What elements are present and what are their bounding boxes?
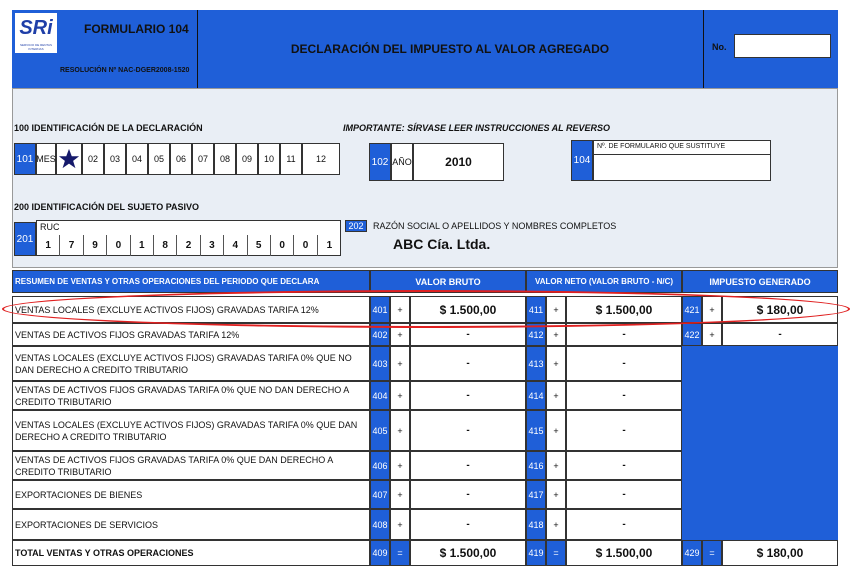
month-12[interactable]: 12 <box>302 143 340 175</box>
field-code: 418 <box>526 509 546 540</box>
field-value[interactable]: - <box>566 451 682 480</box>
row-label: VENTAS LOCALES (EXCLUYE ACTIVOS FIJOS) GRAVADAS TARIFA 0% QUE DAN DERECHO A CREDITO TRIBUTARIO <box>12 410 370 451</box>
code-101: 101 <box>14 143 36 175</box>
mes-label: MES <box>36 143 56 175</box>
field-value[interactable]: $ 1.500,00 <box>410 296 526 323</box>
sec200-title: 200 IDENTIFICACIÓN DEL SUJETO PASIVO <box>14 202 200 212</box>
field-sign: + <box>546 323 566 346</box>
sri-logo <box>14 12 58 54</box>
field-sign: + <box>702 296 722 323</box>
sri-logo-subtext: SERVICIO DE RENTAS INTERNAS <box>19 43 53 51</box>
field-sign: + <box>546 346 566 381</box>
field-value[interactable]: - <box>410 509 526 540</box>
field-code: 429 <box>682 540 702 566</box>
no-label: No. <box>712 42 727 52</box>
field-sign: + <box>546 509 566 540</box>
row-label: VENTAS LOCALES (EXCLUYE ACTIVOS FIJOS) GRAVADAS TARIFA 0% QUE NO DAN DERECHO A CREDITO TRIBUTARIO <box>12 346 370 381</box>
table-head-label: RESUMEN DE VENTAS Y OTRAS OPERACIONES DEL PERIODO QUE DECLARA <box>12 270 370 293</box>
field-sign: + <box>702 323 722 346</box>
month-02[interactable]: 02 <box>82 143 104 175</box>
header-divider-2 <box>703 10 704 88</box>
razon-value[interactable]: ABC Cía. Ltda. <box>393 236 491 252</box>
field-sign: + <box>390 381 410 410</box>
sustituye-label: Nº. DE FORMULARIO QUE SUSTITUYE <box>594 141 770 155</box>
month-03[interactable]: 03 <box>104 143 126 175</box>
resolution-text: RESOLUCIÓN Nº NAC-DGER2008-1520 <box>60 67 190 74</box>
highlight-oval <box>2 290 850 328</box>
row-label: EXPORTACIONES DE BIENES <box>12 480 370 509</box>
col-valor-bruto: VALOR BRUTO <box>370 270 526 293</box>
field-code: 416 <box>526 451 546 480</box>
ruc-digits <box>37 235 341 256</box>
field-value[interactable]: - <box>410 410 526 451</box>
field-sign: + <box>546 480 566 509</box>
field-sign: + <box>546 451 566 480</box>
field-sign: + <box>390 451 410 480</box>
star-icon <box>58 148 80 170</box>
ruc-digit: 7 <box>60 235 83 256</box>
col-valor-neto: VALOR NETO (VALOR BRUTO - N/C) <box>526 270 682 293</box>
sustituye-box[interactable] <box>593 140 771 181</box>
field-value[interactable]: - <box>410 346 526 381</box>
ruc-box[interactable] <box>36 220 341 256</box>
field-sign: + <box>546 381 566 410</box>
row-label: EXPORTACIONES DE SERVICIOS <box>12 509 370 540</box>
ruc-digit: 5 <box>248 235 271 256</box>
field-sign: + <box>390 323 410 346</box>
field-code: 411 <box>526 296 546 323</box>
field-value[interactable]: - <box>566 480 682 509</box>
code-102: 102 <box>369 143 391 181</box>
anio-label: AÑO <box>391 143 413 181</box>
field-code: 422 <box>682 323 702 346</box>
ruc-digit: 1 <box>326 240 333 251</box>
ruc-digit: 3 <box>201 235 224 256</box>
ruc-digit: 2 <box>177 235 200 256</box>
field-code: 406 <box>370 451 390 480</box>
field-code: 419 <box>526 540 546 566</box>
field-value[interactable]: $ 180,00 <box>722 540 838 566</box>
sec100-title: 100 IDENTIFICACIÓN DE LA DECLARACIÓN <box>14 123 203 133</box>
field-sign: = <box>390 540 410 566</box>
field-value[interactable]: - <box>722 323 838 346</box>
row-label: TOTAL VENTAS Y OTRAS OPERACIONES <box>12 540 370 566</box>
month-options <box>82 143 340 175</box>
code-201: 201 <box>14 222 36 256</box>
field-sign: + <box>390 480 410 509</box>
anio-value[interactable]: 2010 <box>413 143 504 181</box>
ruc-digit: 9 <box>84 235 107 256</box>
razon-label: RAZÓN SOCIAL O APELLIDOS Y NOMBRES COMPLETOS <box>373 221 617 231</box>
field-code: 403 <box>370 346 390 381</box>
field-sign: + <box>390 346 410 381</box>
ruc-digit: 4 <box>224 235 247 256</box>
sri-logo-text: SRi <box>19 17 53 39</box>
field-code: 408 <box>370 509 390 540</box>
month-11[interactable]: 11 <box>280 143 302 175</box>
field-value[interactable]: $ 180,00 <box>722 296 838 323</box>
ruc-label: RUC <box>40 222 60 232</box>
month-06[interactable]: 06 <box>170 143 192 175</box>
row-label: VENTAS DE ACTIVOS FIJOS GRAVADAS TARIFA 0% QUE DAN DERECHO A CREDITO TRIBUTARIO <box>12 451 370 480</box>
field-sign: + <box>546 296 566 323</box>
field-code: 402 <box>370 323 390 346</box>
field-value[interactable]: - <box>566 509 682 540</box>
field-code: 417 <box>526 480 546 509</box>
ruc-digit: 0 <box>271 235 294 256</box>
month-04[interactable]: 04 <box>126 143 148 175</box>
row-label: VENTAS DE ACTIVOS FIJOS GRAVADAS TARIFA 0% QUE NO DAN DERECHO A CREDITO TRIBUTARIO <box>12 381 370 410</box>
field-value[interactable]: - <box>566 410 682 451</box>
field-code: 405 <box>370 410 390 451</box>
field-code: 414 <box>526 381 546 410</box>
field-sign: = <box>546 540 566 566</box>
field-value[interactable]: $ 1.500,00 <box>566 296 682 323</box>
field-code: 413 <box>526 346 546 381</box>
row-label: VENTAS DE ACTIVOS FIJOS GRAVADAS TARIFA 12% <box>12 323 370 346</box>
field-sign: + <box>390 509 410 540</box>
ruc-digit: 0 <box>294 235 317 256</box>
month-07[interactable]: 07 <box>192 143 214 175</box>
header-divider-1 <box>197 10 198 88</box>
month-10[interactable]: 10 <box>258 143 280 175</box>
field-code: 407 <box>370 480 390 509</box>
form-number-input[interactable] <box>734 34 831 58</box>
row-label: VENTAS LOCALES (EXCLUYE ACTIVOS FIJOS) GRAVADAS TARIFA 12% <box>12 296 370 323</box>
field-value[interactable]: - <box>566 323 682 346</box>
field-value[interactable]: - <box>410 480 526 509</box>
code-202: 202 <box>345 220 367 232</box>
code-104: 104 <box>571 140 593 181</box>
field-value[interactable]: - <box>410 451 526 480</box>
field-value[interactable]: $ 1.500,00 <box>410 540 526 566</box>
month-09[interactable]: 09 <box>236 143 258 175</box>
month-star-selected[interactable] <box>56 143 82 175</box>
field-code: 409 <box>370 540 390 566</box>
month-08[interactable]: 08 <box>214 143 236 175</box>
field-sign: + <box>546 410 566 451</box>
form-title: FORMULARIO 104 <box>84 22 189 36</box>
field-code: 412 <box>526 323 546 346</box>
field-value[interactable]: - <box>410 323 526 346</box>
ruc-digit: 1 <box>37 235 60 256</box>
ruc-digit: 1 <box>131 235 154 256</box>
field-sign: + <box>390 296 410 323</box>
field-code: 404 <box>370 381 390 410</box>
field-code: 415 <box>526 410 546 451</box>
declaration-title: DECLARACIÓN DEL IMPUESTO AL VALOR AGREGADO <box>290 42 610 56</box>
important-note: IMPORTANTE: SÍRVASE LEER INSTRUCCIONES AL REVERSO <box>343 123 611 133</box>
field-value[interactable]: - <box>410 381 526 410</box>
field-value[interactable]: - <box>566 346 682 381</box>
field-code: 421 <box>682 296 702 323</box>
field-sign: = <box>702 540 722 566</box>
col-impuesto-generado: IMPUESTO GENERADO <box>682 270 838 293</box>
field-value[interactable]: $ 1.500,00 <box>566 540 682 566</box>
impuesto-column-fill <box>682 346 838 540</box>
month-05[interactable]: 05 <box>148 143 170 175</box>
field-sign: + <box>390 410 410 451</box>
field-value[interactable]: - <box>566 381 682 410</box>
ruc-digit: 8 <box>154 235 177 256</box>
ruc-digit: 0 <box>107 235 130 256</box>
field-code: 401 <box>370 296 390 323</box>
